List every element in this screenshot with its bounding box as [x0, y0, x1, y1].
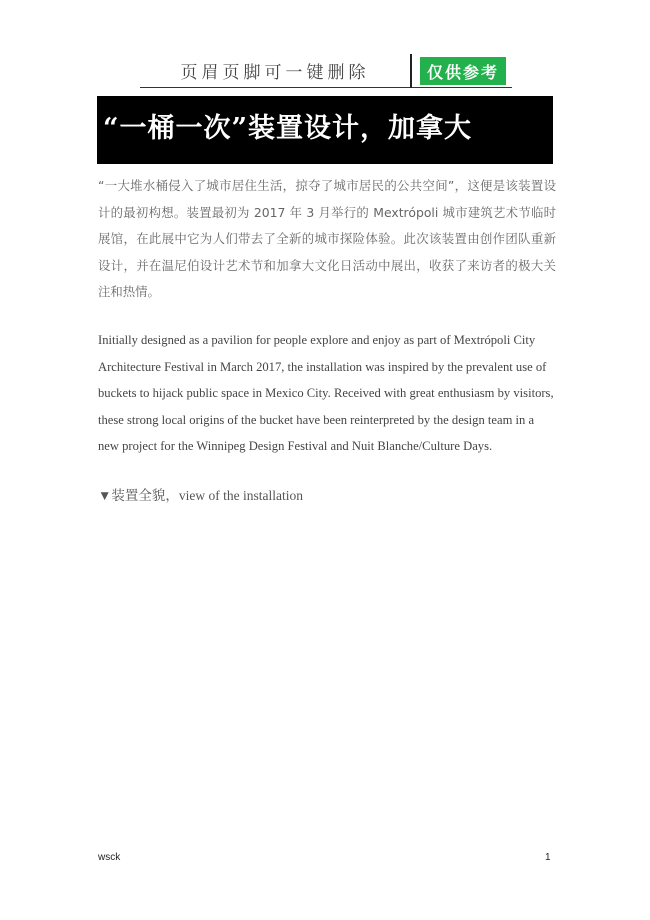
paragraph-chinese: “一大堆水桶侵入了城市居住生活，掠夺了城市居民的公共空间”，这便是该装置设计的最初构想。装置最初为 2017 年 3 月举行的 Mextrópoli 城市建筑艺术节临时展馆，在此展中它为人们带去了全新的城市探险体验。此次该装置由创作团队重新设计，并在温尼伯设计艺术节和加拿大文化日活动中展出，收获了来访者的极大关注和热情。: [98, 178, 556, 299]
page-title: “一桶一次”装置设计，加拿大: [103, 113, 473, 144]
page-number: 1: [545, 852, 551, 863]
title-banner: [97, 96, 553, 164]
footer-label: wsck: [98, 852, 121, 863]
image-caption: ▼装置全貌，view of the installation: [98, 488, 303, 503]
header-vertical-divider: [410, 54, 412, 88]
paragraph-english: Initially designed as a pavilion for people explore and enjoy as part of Mextrópoli City Architecture Festival in March 2017, the installation was inspired by the prevalent use of buckets to hijack public space in Mexico City. Received with great enthusiasm by visitors, these strong local origins of the bucket have been reinterpreted by the design team in a new project for the Winnipeg Design Festival and Nuit Blanche/Culture Days.: [98, 333, 554, 453]
header-divider: [140, 87, 512, 88]
reference-only-badge: 仅供参考: [420, 57, 506, 85]
page-header-text: 页眉页脚可一键删除: [180, 63, 370, 83]
